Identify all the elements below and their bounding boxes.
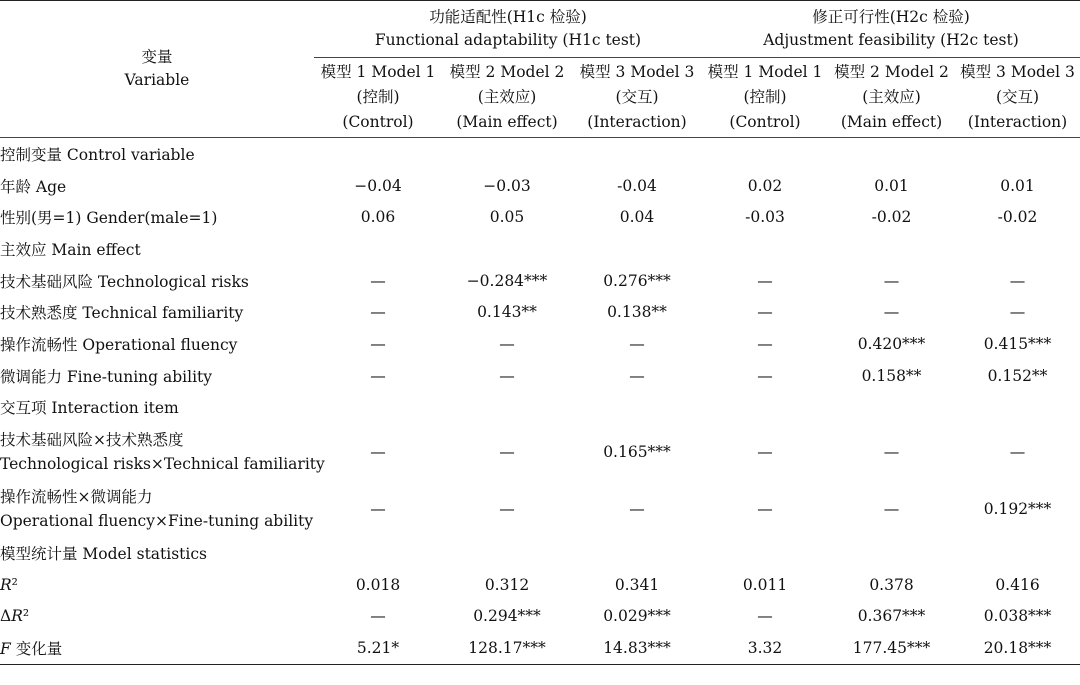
value-cell: 177.45*** [828,632,955,664]
value-cell: — [1009,442,1026,461]
value-cell: −0.284*** [466,271,548,290]
model-header [572,58,702,138]
model-header [314,58,442,138]
value-cell: 0.01 [874,176,909,195]
value-cell: — [370,271,386,290]
value-cell: -0.02 [871,208,912,227]
value-cell: — [757,366,773,385]
group-title-en: Functional adaptability (H1c test) [374,31,642,49]
section-row [0,233,1080,265]
row-label-en: Technological risks×Technical familiarity [0,454,325,473]
group-title-cn: 功能适配性(H1c 检验) [429,8,587,26]
value-cell: — [629,366,645,385]
model-header-line3: (Control) [729,113,801,131]
value-cell: −0.04 [354,176,402,195]
value-cell: 0.294*** [473,607,541,626]
model-header-line3: (Interaction) [587,113,687,131]
table-row [0,201,1080,233]
model-header-line1: 模型 2 Model 2 [834,63,949,81]
model-header-line1: 模型 3 Model 3 [579,63,695,81]
table-body [0,138,1080,665]
row-label: 操作流畅性 Operational fluency [0,335,238,354]
row-label: 性别(男=1) Gender(male=1) [0,209,218,228]
stat-suffix: ² [22,607,30,626]
variable-column-header [0,1,314,138]
value-cell: — [370,334,386,353]
model-header-line2: (控制) [356,88,400,106]
model-header-line3: (Interaction) [967,113,1068,131]
value-cell: -0.02 [997,208,1038,227]
value-cell: 0.158** [861,366,922,385]
model-header [955,58,1080,138]
stat-suffix: ² [11,575,18,594]
table-row [0,480,1080,537]
value-cell: — [499,499,515,518]
value-cell: 0.312 [484,575,530,594]
value-cell: — [757,499,773,518]
model-header-line2: (主效应) [477,88,537,106]
table-row [0,328,1080,360]
variable-header-en: Variable [124,71,190,89]
value-cell: 0.276*** [603,271,671,290]
group-header-functional-adaptability [314,1,702,58]
model-header [828,58,955,138]
value-cell: 128.17*** [442,632,572,664]
value-cell: 0.06 [360,208,396,227]
stat-suffix: 变化量 [10,640,63,659]
section-label: 控制变量 Control variable [0,145,195,164]
model-header-line1: 模型 1 Model 1 [707,63,823,81]
value-cell: 0.138** [607,303,667,322]
section-label: 主效应 Main effect [0,240,141,259]
value-cell: 0.02 [747,176,783,195]
model-header [702,58,828,138]
value-cell: — [370,442,386,461]
value-cell: 0.018 [355,575,401,594]
value-cell: — [499,334,515,353]
section-row [0,392,1080,424]
table-row [0,360,1080,392]
group-header-adjustment-feasibility [702,1,1080,58]
section-row [0,138,1080,170]
table-row [0,569,1080,601]
row-label-en: Operational fluency×Fine-tuning ability [0,511,314,530]
table-row [0,296,1080,328]
stat-symbol: R [0,575,12,594]
value-cell: 0.04 [619,208,655,227]
value-cell: 0.420*** [857,334,926,353]
group-title-en: Adjustment feasibility (H2c test) [763,31,1019,49]
row-label: 年龄 Age [0,177,67,196]
value-cell: -0.03 [745,208,785,227]
table-row [0,423,1080,480]
value-cell: 14.83*** [572,632,702,664]
model-header-line2: (交互) [995,88,1040,106]
value-cell: 0.152** [987,366,1048,385]
row-label [0,480,314,537]
row-label [0,601,314,633]
row-label: 技术熟悉度 Technical familiarity [0,304,244,323]
value-cell: 0.367*** [857,607,926,626]
model-header-line1: 模型 2 Model 2 [449,63,565,81]
value-cell: 0.415*** [983,334,1052,353]
value-cell: 0.029*** [603,607,671,626]
value-cell: — [1009,303,1026,322]
row-label [0,569,314,601]
value-cell: — [370,499,386,518]
stat-symbol: F [0,640,11,659]
value-cell: — [883,499,900,518]
group-title-cn: 修正可行性(H2c 检验) [812,8,970,26]
value-cell: — [370,607,386,626]
row-label: 微调能力 Fine-tuning ability [0,367,213,386]
row-label [0,632,314,664]
value-cell: 3.32 [702,632,828,664]
section-row [0,537,1080,569]
stat-prefix: Δ [0,607,12,626]
value-cell: 5.21* [314,632,442,664]
model-header-line3: (Control) [342,113,414,131]
value-cell: — [883,442,900,461]
model-header-line1: 模型 1 Model 1 [320,63,436,81]
value-cell: — [757,442,773,461]
row-label: 技术基础风险 Technological risks [0,272,249,291]
variable-header-cn: 变量 [141,48,173,66]
model-header-line1: 模型 3 Model 3 [960,63,1075,81]
row-label [0,423,325,480]
value-cell: 0.05 [489,208,525,227]
table-row [0,265,1080,297]
value-cell: 0.165*** [603,442,671,461]
value-cell: — [883,303,900,322]
stat-symbol: R [11,607,23,626]
value-cell: — [757,271,773,290]
value-cell: — [757,303,773,322]
value-cell: — [499,442,515,461]
value-cell: 0.416 [995,575,1040,594]
model-header-line2: (交互) [615,88,659,106]
value-cell: — [499,366,515,385]
table-row [0,632,1080,664]
model-header-line2: (主效应) [862,88,921,106]
value-cell: 0.01 [1000,176,1035,195]
value-cell: 0.143** [477,303,537,322]
value-cell: 0.378 [869,575,914,594]
table-row [0,601,1080,633]
value-cell: — [370,303,386,322]
value-cell: 0.192*** [983,499,1052,518]
value-cell: 0.341 [614,575,660,594]
value-cell: — [370,366,386,385]
value-cell: — [757,607,773,626]
model-header-line2: (控制) [743,88,787,106]
model-header-line3: (Main effect) [840,113,943,131]
model-header [442,58,572,138]
value-cell: 20.18*** [955,632,1080,664]
value-cell: — [629,334,645,353]
section-label: 交互项 Interaction item [0,399,179,418]
value-cell: — [757,334,773,353]
value-cell: — [883,271,900,290]
row-label-cn: 技术基础风险×技术熟悉度 [0,430,184,449]
value-cell: -0.04 [617,176,657,195]
table-row [0,170,1080,202]
value-cell: 0.011 [742,575,788,594]
value-cell: — [629,499,645,518]
value-cell: 0.038*** [983,607,1052,626]
section-label: 模型统计量 Model statistics [0,545,207,564]
table-header [0,1,1080,138]
value-cell: — [1009,271,1026,290]
value-cell: −0.03 [483,176,531,195]
model-header-line3: (Main effect) [456,113,558,131]
row-label-cn: 操作流畅性×微调能力 [0,487,153,506]
